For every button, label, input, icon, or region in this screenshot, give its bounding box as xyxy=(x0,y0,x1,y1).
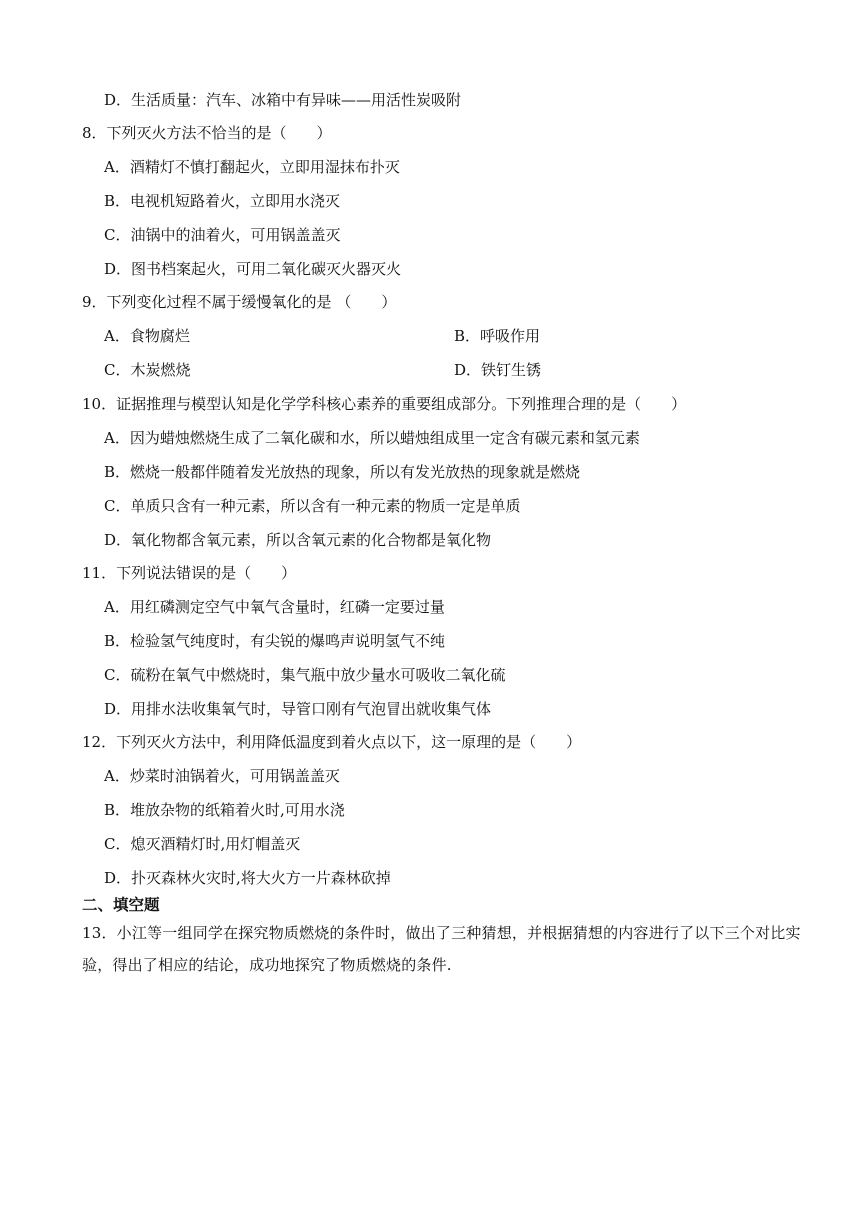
q11-option-c: C．硫粉在氧气中燃烧时，集气瓶中放少量水可吸收二氧化硫 xyxy=(104,666,506,684)
q8-stem: 8．下列灭火方法不恰当的是（ ） xyxy=(82,124,332,142)
q7-option-d: D．生活质量：汽车、冰箱中有异味——用活性炭吸附 xyxy=(104,91,462,109)
q8-option-b: B．电视机短路着火，立即用水浇灭 xyxy=(104,192,341,210)
q8-option-a: A．酒精灯不慎打翻起火，立即用湿抹布扑灭 xyxy=(104,158,400,176)
q11-option-a: A．用红磷测定空气中氧气含量时，红磷一定要过量 xyxy=(104,598,445,616)
q12-option-a: A．炒菜时油锅着火，可用锅盖盖灭 xyxy=(104,767,340,785)
q13-stem: 13．小江等一组同学在探究物质燃烧的条件时，做出了三种猜想，并根据猜想的内容进行了以下三个对比实验，得出了相应的结论，成功地探究了物质燃烧的条件. xyxy=(82,924,801,974)
q8-option-d: D．图书档案起火，可用二氧化碳灭火器灭火 xyxy=(104,260,402,278)
section-title-fill-in: 二、填空题 xyxy=(82,896,160,914)
q12-stem: 12．下列灭火方法中，利用降低温度到着火点以下，这一原理的是（ ） xyxy=(82,733,582,751)
q10-option-c: C．单质只含有一种元素，所以含有一种元素的物质一定是单质 xyxy=(104,497,521,515)
q9-option-c: C．木炭燃烧 xyxy=(104,361,191,379)
q11-option-b: B．检验氢气纯度时，有尖锐的爆鸣声说明氢气不纯 xyxy=(104,632,446,650)
q9-option-b: B．呼吸作用 xyxy=(454,327,541,345)
q12-option-d: D．扑灭森林火灾时,将大火方一片森林砍掉 xyxy=(104,869,391,887)
q9-option-a: A．食物腐烂 xyxy=(104,327,190,345)
q10-option-a: A．因为蜡烛燃烧生成了二氧化碳和水，所以蜡烛组成里一定含有碳元素和氢元素 xyxy=(104,429,640,447)
q11-option-d: D．用排水法收集氧气时，导管口刚有气泡冒出就收集气体 xyxy=(104,700,492,718)
q10-option-d: D．氧化物都含氧元素，所以含氧元素的化合物都是氧化物 xyxy=(104,531,492,549)
q11-stem: 11．下列说法错误的是（ ） xyxy=(82,564,297,582)
q12-option-c: C．熄灭酒精灯时,用灯帽盖灭 xyxy=(104,835,301,853)
q10-stem: 10．证据推理与模型认知是化学学科核心素养的重要组成部分。下列推理合理的是（ ） xyxy=(82,395,687,413)
q9-stem: 9．下列变化过程不属于缓慢氧化的是 （ ） xyxy=(82,293,397,311)
q12-option-b: B．堆放杂物的纸箱着火时,可用水浇 xyxy=(104,801,345,819)
q9-option-d: D．铁钉生锈 xyxy=(454,361,542,379)
q8-option-c: C．油锅中的油着火，可用锅盖盖灭 xyxy=(104,226,341,244)
q10-option-b: B．燃烧一般都伴随着发光放热的现象，所以有发光放热的现象就是燃烧 xyxy=(104,463,581,481)
